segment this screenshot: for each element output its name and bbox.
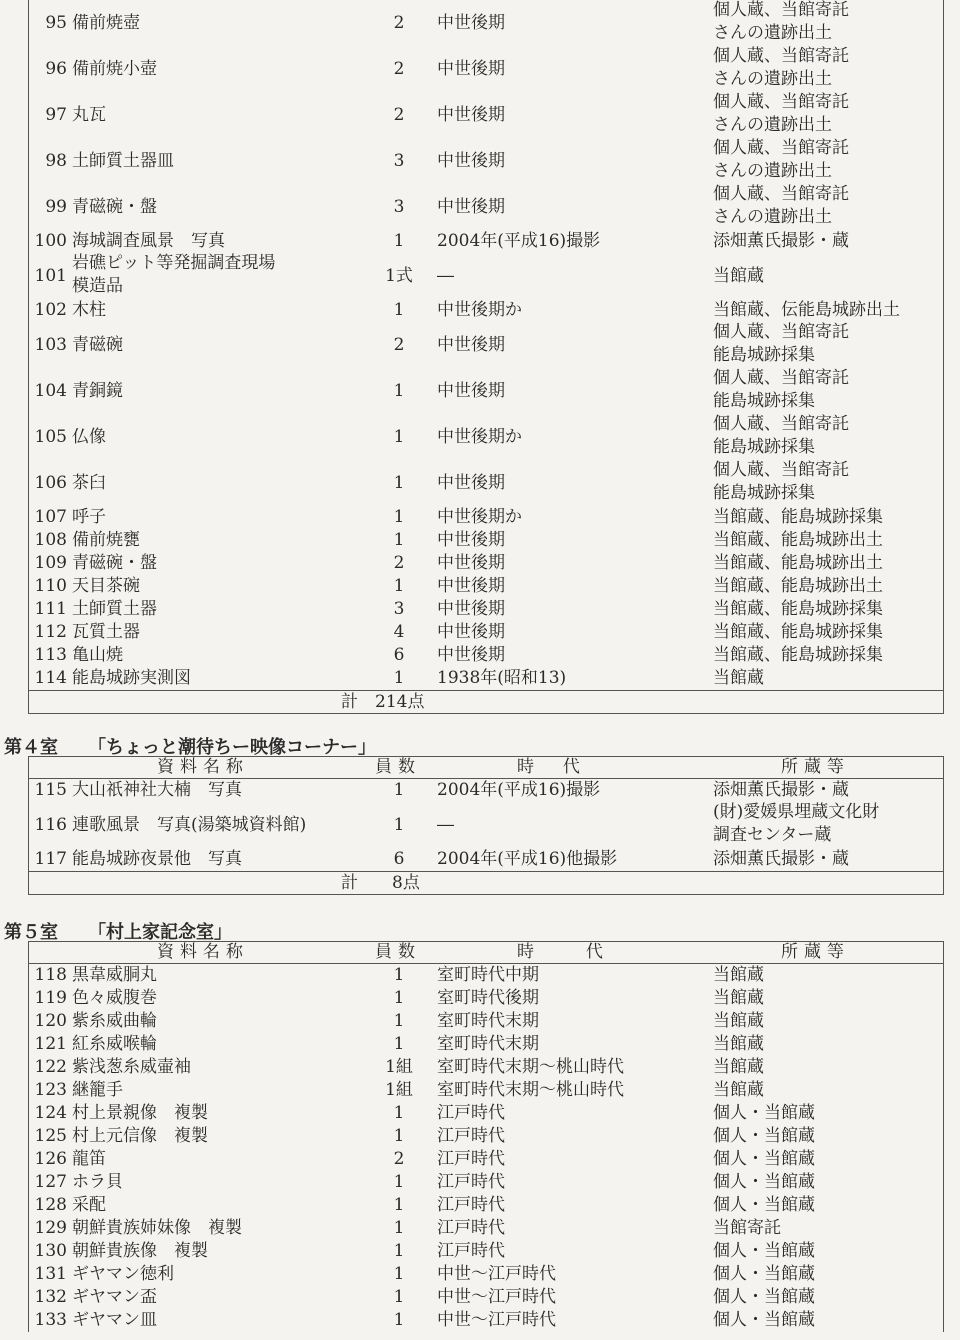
item-number: 112 <box>34 622 67 642</box>
item-quantity: 1 <box>393 668 405 688</box>
room5-rows <box>29 964 943 1332</box>
item-quantity: 1 <box>393 530 405 550</box>
item-number: 132 <box>34 1287 67 1307</box>
item-name: ギヤマン皿 <box>72 1310 157 1330</box>
item-period: 中世～江戸時代 <box>437 1287 556 1307</box>
item-owner: 個人蔵、当館寄託 <box>713 322 849 342</box>
header-period: 時 代 <box>517 757 586 777</box>
item-name: 村上景親像 複製 <box>72 1103 208 1123</box>
item-period: 江戸時代 <box>437 1241 505 1261</box>
item-period: 中世後期 <box>437 576 505 596</box>
table-row <box>29 46 943 92</box>
item-owner: 能島城跡採集 <box>713 437 815 457</box>
item-quantity: 1 <box>393 1195 405 1215</box>
item-quantity: 1 <box>393 472 405 493</box>
item-period: 2004年(平成16)他撮影 <box>437 849 618 869</box>
item-period: ― <box>437 814 454 835</box>
item-name: 土師質土器 <box>72 599 157 619</box>
item-quantity: 1組 <box>385 1080 413 1100</box>
item-owner: 当館蔵 <box>713 265 764 286</box>
item-number: 130 <box>34 1241 67 1261</box>
item-quantity: 1 <box>393 1126 405 1146</box>
item-quantity: 1 <box>393 988 405 1008</box>
header-qty: 員数 <box>375 942 421 962</box>
item-name: 青磁碗・盤 <box>72 553 157 573</box>
table-row <box>29 779 943 802</box>
item-name: 色々威腹巻 <box>72 988 157 1008</box>
item-name: 朝鮮貴族像 複製 <box>72 1241 208 1261</box>
item-name: 亀山焼 <box>72 645 123 665</box>
item-quantity: 1 <box>393 300 405 320</box>
item-owner: 当館蔵 <box>713 1057 764 1077</box>
item-owner: 個人・当館蔵 <box>713 1264 815 1284</box>
table-row <box>29 552 943 575</box>
item-number: 125 <box>34 1126 67 1146</box>
item-number: 119 <box>34 988 67 1008</box>
item-name: 木柱 <box>72 300 106 320</box>
item-number: 124 <box>34 1103 67 1123</box>
table-row <box>29 529 943 552</box>
item-quantity: 1 <box>393 1264 405 1284</box>
item-period: 中世後期 <box>437 553 505 573</box>
item-quantity: 2 <box>393 12 405 33</box>
item-number: 120 <box>34 1011 67 1031</box>
item-period: 室町時代末期～桃山時代 <box>437 1080 624 1100</box>
table-row <box>29 964 943 987</box>
item-quantity: 3 <box>393 196 405 217</box>
item-name: 土師質土器皿 <box>72 150 174 171</box>
item-owner: 個人蔵、当館寄託 <box>713 414 849 434</box>
room5-table <box>28 941 944 1332</box>
item-number: 96 <box>45 58 67 79</box>
table-row <box>29 1125 943 1148</box>
room5-header <box>29 942 943 964</box>
item-name: 紫浅葱糸威壷袖 <box>72 1057 191 1077</box>
item-name: 呼子 <box>72 507 106 527</box>
item-name: 青磁碗 <box>72 334 123 355</box>
item-quantity: 1 <box>393 1011 405 1031</box>
item-number: 111 <box>34 599 67 619</box>
item-name: 岩礁ピット等発掘調査現場 <box>72 253 276 273</box>
item-period: 中世後期 <box>437 334 505 355</box>
item-name: 紅糸威喉輪 <box>72 1034 157 1054</box>
item-quantity: 1 <box>393 231 405 251</box>
item-quantity: 1 <box>393 965 405 985</box>
item-period: 2004年(平成16)撮影 <box>437 780 601 800</box>
item-name: 大山祇神社大楠 写真 <box>72 780 242 800</box>
item-owner: 個人蔵、当館寄託 <box>713 92 849 112</box>
item-period: 中世後期 <box>437 472 505 493</box>
room4-total <box>29 871 943 894</box>
item-owner: 個人蔵、当館寄託 <box>713 184 849 204</box>
item-owner: 当館蔵 <box>713 965 764 985</box>
item-name: 茶臼 <box>72 472 106 493</box>
item-owner: 当館蔵、伝能島城跡出土 <box>713 300 900 320</box>
item-owner: さんの遺跡出土 <box>713 207 832 227</box>
item-quantity: 1 <box>393 1103 405 1123</box>
table-row <box>29 667 943 690</box>
table-row <box>29 299 943 322</box>
item-period: 中世後期か <box>437 300 522 320</box>
item-owner: 個人・当館蔵 <box>713 1310 815 1330</box>
item-quantity: 6 <box>393 849 405 869</box>
item-owner: 当館蔵、能島城跡出土 <box>713 576 883 596</box>
item-owner: 当館蔵、能島城跡出土 <box>713 530 883 550</box>
item-period: 中世後期か <box>437 426 522 447</box>
table-row <box>29 138 943 184</box>
room4-table <box>28 756 944 895</box>
item-quantity: 2 <box>393 553 405 573</box>
item-owner: 個人・当館蔵 <box>713 1241 815 1261</box>
table-row <box>29 1102 943 1125</box>
item-owner: 個人蔵、当館寄託 <box>713 368 849 388</box>
room4-total-label: 計 8点 <box>341 873 420 893</box>
item-number: 101 <box>34 265 67 286</box>
item-period: 室町時代末期 <box>437 1034 539 1054</box>
item-number: 107 <box>34 507 67 527</box>
item-name: 龍笛 <box>72 1149 106 1169</box>
item-number: 123 <box>34 1080 67 1100</box>
item-owner: 個人蔵、当館寄託 <box>713 460 849 480</box>
item-number: 126 <box>34 1149 67 1169</box>
item-number: 97 <box>45 104 67 125</box>
item-owner: 当館蔵、能島城跡採集 <box>713 645 883 665</box>
item-period: 江戸時代 <box>437 1172 505 1192</box>
item-owner: 個人・当館蔵 <box>713 1172 815 1192</box>
item-quantity: 6 <box>393 645 405 665</box>
item-owner: 個人・当館蔵 <box>713 1149 815 1169</box>
table-row <box>29 1194 943 1217</box>
table-row <box>29 1079 943 1102</box>
item-number: 127 <box>34 1172 67 1192</box>
item-owner: 当館蔵 <box>713 668 764 688</box>
item-quantity: 1 <box>393 426 405 447</box>
item-name: 海城調査風景 写真 <box>72 231 225 251</box>
table-row <box>29 460 943 506</box>
item-period: 室町時代中期 <box>437 965 539 985</box>
item-period: 中世～江戸時代 <box>437 1310 556 1330</box>
item-name: 備前焼壺 <box>72 12 140 33</box>
item-number: 122 <box>34 1057 67 1077</box>
table-row <box>29 0 943 46</box>
item-quantity: 2 <box>393 1149 405 1169</box>
table-row <box>29 1056 943 1079</box>
item-quantity: 1 <box>393 1310 405 1330</box>
item-owner: 個人・当館蔵 <box>713 1103 815 1123</box>
room3-total <box>29 690 943 713</box>
item-number: 99 <box>45 196 67 217</box>
header-name: 資料名称 <box>157 757 249 777</box>
item-owner: さんの遺跡出土 <box>713 161 832 181</box>
item-owner: 当館蔵 <box>713 1080 764 1100</box>
table-row <box>29 1263 943 1286</box>
item-period: 中世後期 <box>437 150 505 171</box>
item-number: 106 <box>34 472 67 493</box>
item-period: 中世後期 <box>437 530 505 550</box>
item-period: 室町時代後期 <box>437 988 539 1008</box>
item-owner: 調査センター蔵 <box>713 825 832 845</box>
item-number: 129 <box>34 1218 67 1238</box>
item-period: 中世後期 <box>437 380 505 401</box>
table-row <box>29 230 943 253</box>
header-qty: 員数 <box>375 757 421 777</box>
item-period: 江戸時代 <box>437 1149 505 1169</box>
room5-title: 第５室 <box>4 922 58 943</box>
item-quantity: 1 <box>393 380 405 401</box>
item-owner: 当館蔵 <box>713 1011 764 1031</box>
table-row <box>29 1033 943 1056</box>
item-name: 備前焼小壺 <box>72 58 157 79</box>
table-row <box>29 1286 943 1309</box>
item-owner: 当館蔵、能島城跡採集 <box>713 622 883 642</box>
header-owner: 所蔵等 <box>781 757 850 777</box>
item-quantity: 1 <box>393 576 405 596</box>
item-quantity: 1 <box>393 1172 405 1192</box>
room4-header <box>29 757 943 779</box>
header-period: 時 代 <box>517 942 609 962</box>
item-owner: 個人蔵、当館寄託 <box>713 46 849 66</box>
header-owner: 所蔵等 <box>781 942 850 962</box>
item-period: 中世～江戸時代 <box>437 1264 556 1284</box>
item-quantity: 1 <box>393 780 405 800</box>
item-number: 113 <box>34 645 67 665</box>
table-row <box>29 1240 943 1263</box>
item-name: 能島城跡実測図 <box>72 668 191 688</box>
item-name: 青磁碗・盤 <box>72 196 157 217</box>
item-number: 108 <box>34 530 67 550</box>
item-number: 114 <box>34 668 67 688</box>
table-row <box>29 506 943 529</box>
item-owner: さんの遺跡出土 <box>713 115 832 135</box>
item-name: ギヤマン盃 <box>72 1287 157 1307</box>
item-name: 瓦質土器 <box>72 622 140 642</box>
table-row <box>29 253 943 299</box>
item-owner: 添畑薫氏撮影・蔵 <box>713 231 849 251</box>
item-period: 江戸時代 <box>437 1218 505 1238</box>
item-quantity: 2 <box>393 334 405 355</box>
table-row <box>29 1309 943 1332</box>
item-period: 中世後期 <box>437 12 505 33</box>
item-period: 室町時代末期 <box>437 1011 539 1031</box>
item-owner: 当館蔵、能島城跡採集 <box>713 507 883 527</box>
item-quantity: 3 <box>393 150 405 171</box>
item-owner: 個人・当館蔵 <box>713 1195 815 1215</box>
item-owner: 当館蔵、能島城跡出土 <box>713 553 883 573</box>
item-number: 105 <box>34 426 67 447</box>
room4-subtitle: 「ちょっと潮待ちー映像コーナー」 <box>88 737 376 758</box>
table-row <box>29 414 943 460</box>
item-period: 江戸時代 <box>437 1126 505 1146</box>
item-period: 中世後期 <box>437 196 505 217</box>
item-owner: (財)愛媛県埋蔵文化財 <box>713 802 880 822</box>
item-owner: 個人・当館蔵 <box>713 1287 815 1307</box>
table-row <box>29 1171 943 1194</box>
item-name: 紫糸威曲輪 <box>72 1011 157 1031</box>
item-quantity: 1組 <box>385 1057 413 1077</box>
item-owner: 当館蔵、能島城跡採集 <box>713 599 883 619</box>
item-period: 中世後期 <box>437 622 505 642</box>
item-number: 104 <box>34 380 67 401</box>
item-quantity: 1式 <box>385 265 413 286</box>
room4-rows <box>29 779 943 871</box>
item-period: 江戸時代 <box>437 1103 505 1123</box>
item-quantity: 1 <box>393 814 405 835</box>
item-quantity: 1 <box>393 1218 405 1238</box>
table-row <box>29 644 943 667</box>
item-quantity: 4 <box>393 622 405 642</box>
item-quantity: 1 <box>393 507 405 527</box>
item-owner: 個人蔵、当館寄託 <box>713 0 849 20</box>
item-number: 121 <box>34 1034 67 1054</box>
item-name: 黒韋威胴丸 <box>72 965 157 985</box>
item-name: 継籠手 <box>72 1080 123 1100</box>
item-owner: さんの遺跡出土 <box>713 23 832 43</box>
table-row <box>29 848 943 871</box>
item-number: 100 <box>34 231 67 251</box>
item-owner: 能島城跡採集 <box>713 391 815 411</box>
item-number: 115 <box>34 780 67 800</box>
item-name: 連歌風景 写真(湯築城資料館) <box>72 814 307 835</box>
item-quantity: 2 <box>393 58 405 79</box>
room3-table <box>28 0 944 714</box>
item-owner: 添畑薫氏撮影・蔵 <box>713 849 849 869</box>
item-period: 中世後期 <box>437 58 505 79</box>
item-owner: 能島城跡採集 <box>713 345 815 365</box>
item-period: 中世後期 <box>437 104 505 125</box>
item-number: 133 <box>34 1310 67 1330</box>
item-period: 2004年(平成16)撮影 <box>437 231 601 251</box>
table-row <box>29 575 943 598</box>
table-row <box>29 621 943 644</box>
table-row <box>29 1217 943 1240</box>
table-row <box>29 802 943 848</box>
item-number: 103 <box>34 334 67 355</box>
item-name: 天目茶碗 <box>72 576 140 596</box>
item-owner: 添畑薫氏撮影・蔵 <box>713 780 849 800</box>
table-row <box>29 92 943 138</box>
item-number: 116 <box>34 814 67 835</box>
room5-subtitle: 「村上家記念室」 <box>88 922 232 943</box>
item-period: 江戸時代 <box>437 1195 505 1215</box>
item-name: 采配 <box>72 1195 106 1215</box>
item-name: 青銅鏡 <box>72 380 123 401</box>
item-name: 模造品 <box>72 276 123 296</box>
item-number: 95 <box>45 12 67 33</box>
table-row <box>29 1010 943 1033</box>
item-name: ギヤマン徳利 <box>72 1264 174 1284</box>
item-name: 村上元信像 複製 <box>72 1126 208 1146</box>
item-number: 109 <box>34 553 67 573</box>
item-number: 117 <box>34 849 67 869</box>
item-period: 中世後期 <box>437 645 505 665</box>
table-row <box>29 1148 943 1171</box>
item-owner: 当館蔵 <box>713 988 764 1008</box>
item-name: 丸瓦 <box>72 104 106 125</box>
item-name: 朝鮮貴族姉妹像 複製 <box>72 1218 242 1238</box>
item-owner: 当館蔵 <box>713 1034 764 1054</box>
item-name: 備前焼甕 <box>72 530 140 550</box>
item-number: 118 <box>34 965 67 985</box>
item-quantity: 1 <box>393 1241 405 1261</box>
item-period: 1938年(昭和13) <box>437 668 567 688</box>
item-owner: 個人・当館蔵 <box>713 1126 815 1146</box>
item-number: 98 <box>45 150 67 171</box>
item-owner: 個人蔵、当館寄託 <box>713 138 849 158</box>
room4-title: 第４室 <box>4 737 58 758</box>
item-quantity: 2 <box>393 104 405 125</box>
item-name: ホラ貝 <box>72 1172 123 1192</box>
item-number: 110 <box>34 576 67 596</box>
item-period: 中世後期 <box>437 599 505 619</box>
table-row <box>29 368 943 414</box>
item-owner: 当館寄託 <box>713 1218 781 1238</box>
room3-rows <box>29 0 943 690</box>
item-name: 能島城跡夜景他 写真 <box>72 849 242 869</box>
item-owner: さんの遺跡出土 <box>713 69 832 89</box>
table-row <box>29 184 943 230</box>
item-name: 仏像 <box>72 426 106 447</box>
header-name: 資料名称 <box>157 942 249 962</box>
item-number: 128 <box>34 1195 67 1215</box>
item-period: ― <box>437 265 454 286</box>
item-number: 131 <box>34 1264 67 1284</box>
item-quantity: 3 <box>393 599 405 619</box>
item-quantity: 1 <box>393 1034 405 1054</box>
table-row <box>29 598 943 621</box>
table-row <box>29 322 943 368</box>
item-period: 中世後期か <box>437 507 522 527</box>
item-number: 102 <box>34 300 67 320</box>
item-quantity: 1 <box>393 1287 405 1307</box>
item-owner: 能島城跡採集 <box>713 483 815 503</box>
table-row <box>29 987 943 1010</box>
room3-total-label: 計 214点 <box>341 692 425 712</box>
item-period: 室町時代末期～桃山時代 <box>437 1057 624 1077</box>
